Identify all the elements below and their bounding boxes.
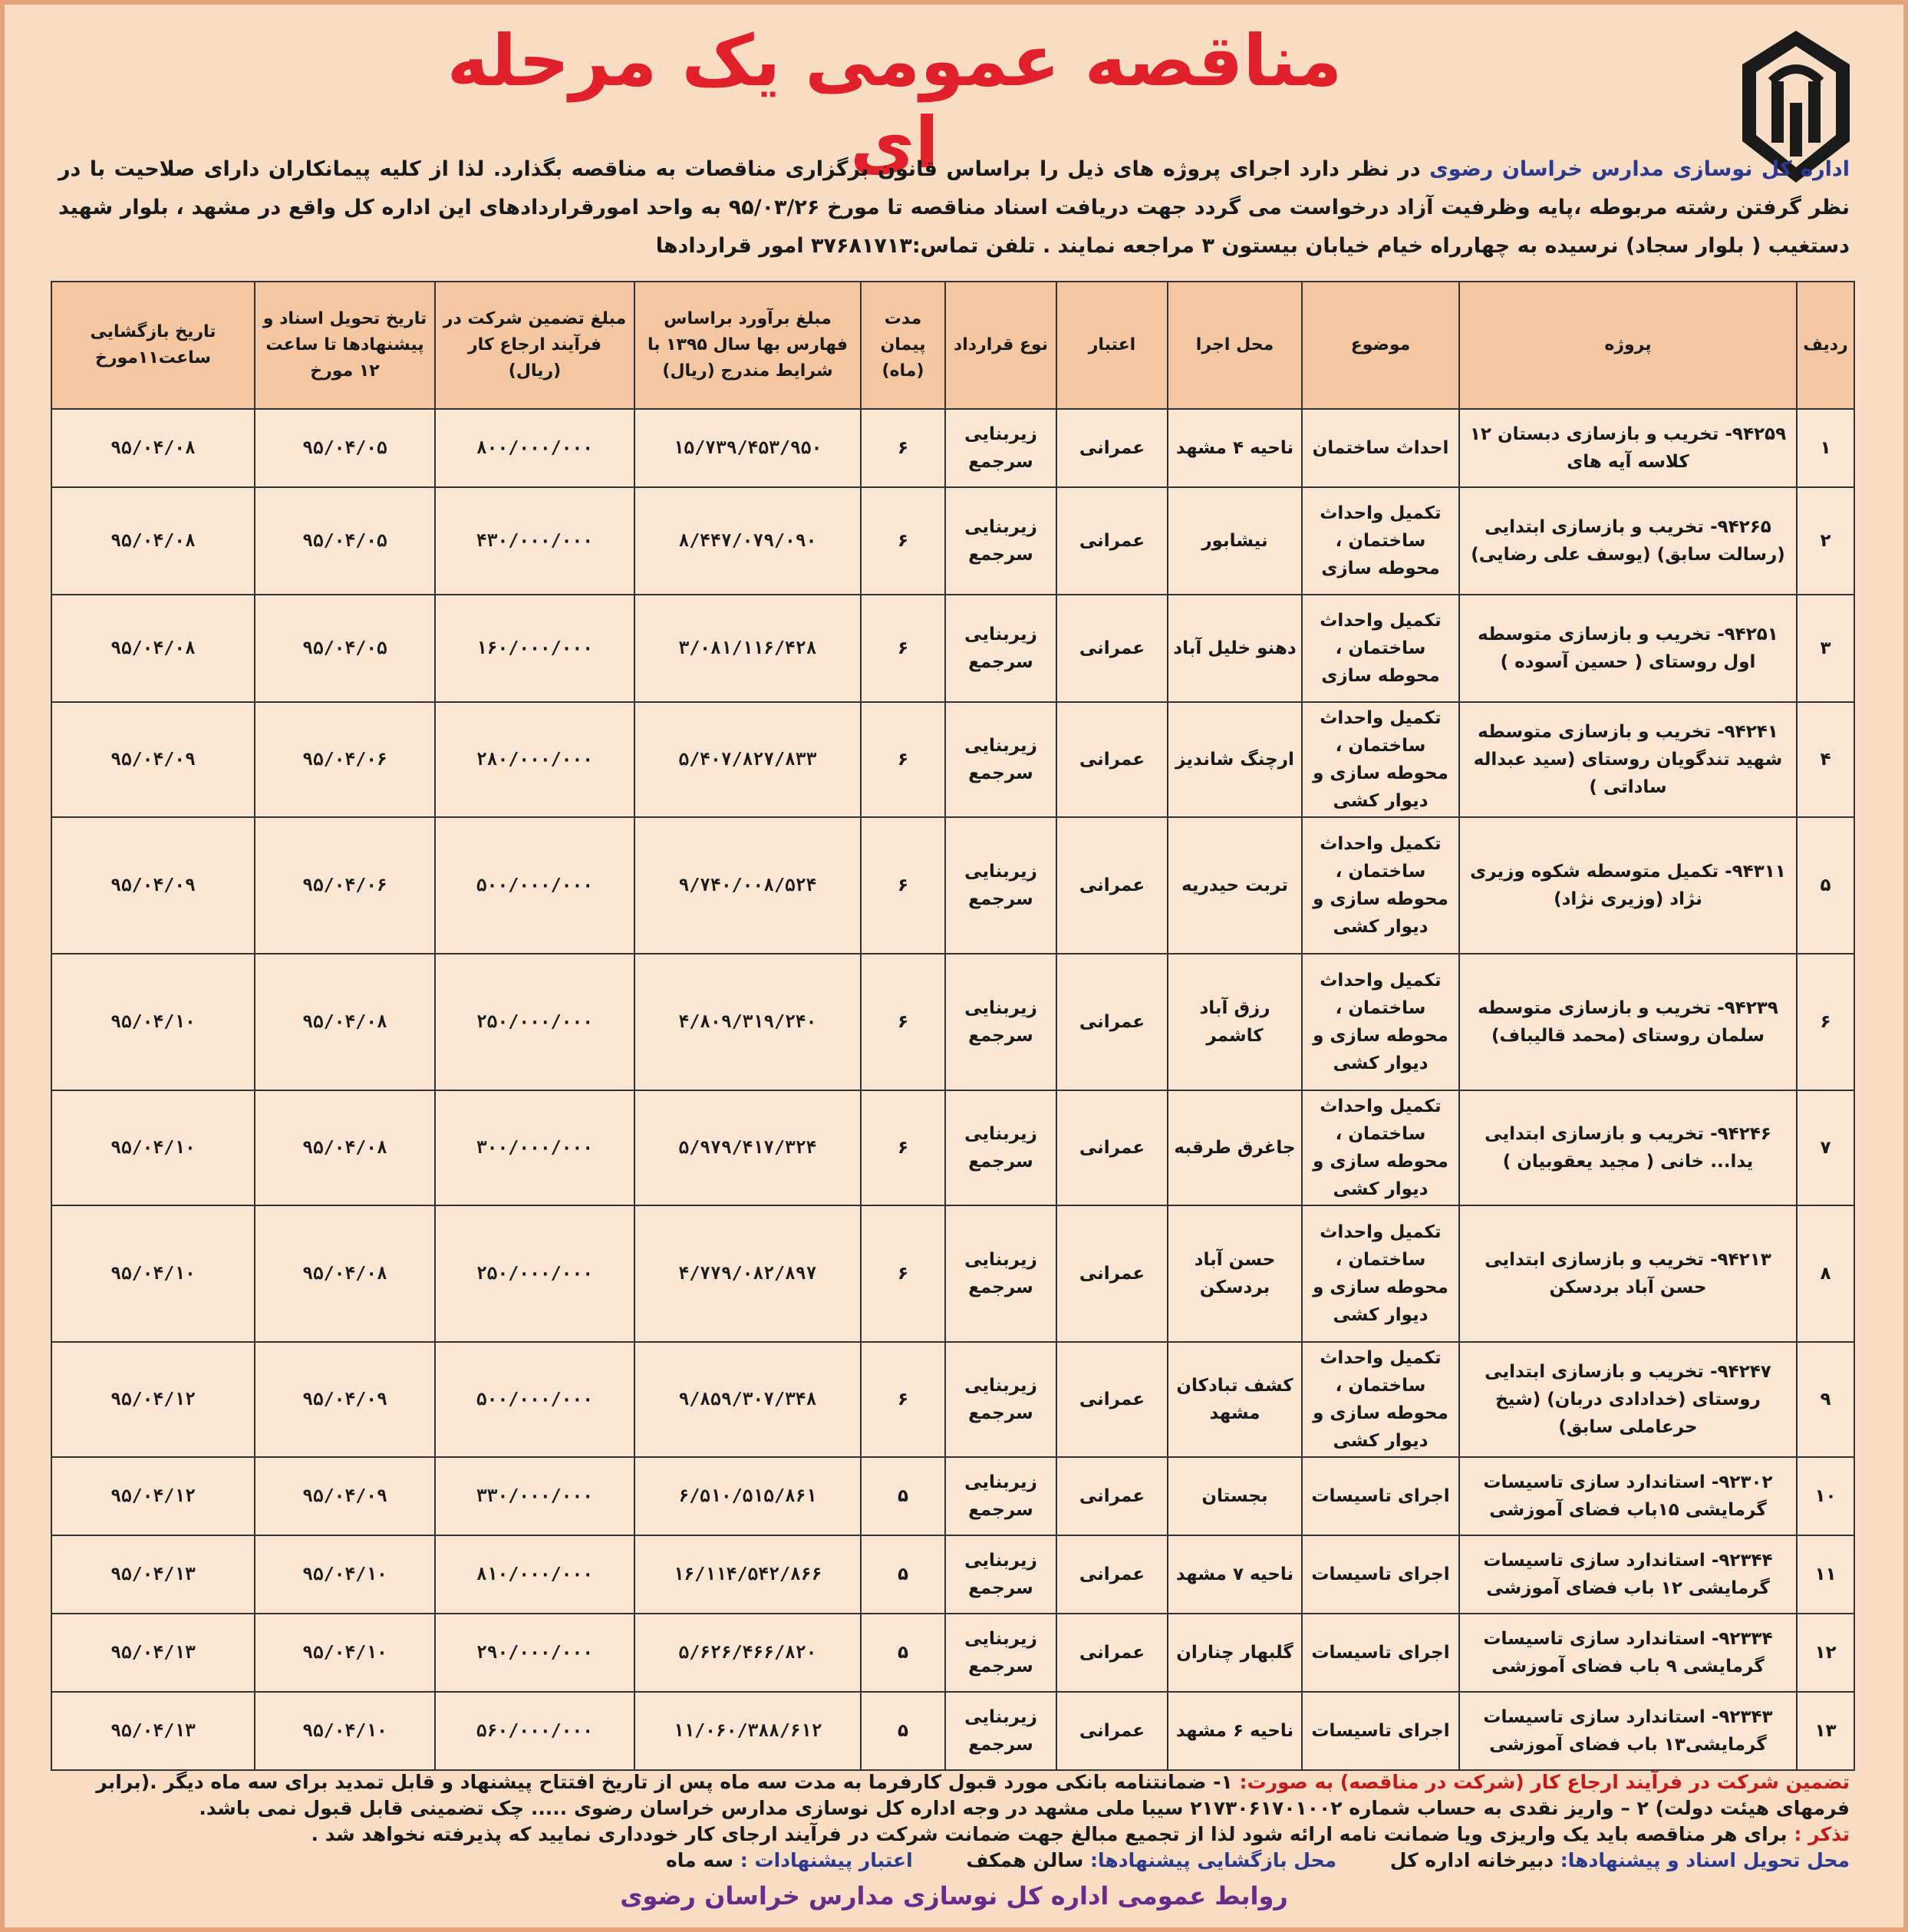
row-number-cell: ۹	[1797, 1342, 1854, 1457]
duration-cell: ۶	[861, 1205, 945, 1342]
credit-cell: عمرانی	[1056, 1205, 1168, 1342]
guarantee-cell: ۵۰۰/۰۰۰/۰۰۰	[435, 1342, 634, 1457]
credit-cell: عمرانی	[1056, 954, 1168, 1090]
project-cell: ۹۴۲۵۹- تخریب و بازسازی دبستان ۱۲ کلاسه آیه های	[1459, 409, 1797, 487]
credit-cell: عمرانی	[1056, 1457, 1168, 1535]
footer-public-relations: روابط عمومی اداره کل نوسازی مدارس خراسان رضوی	[620, 1881, 1288, 1911]
guarantee-cell: ۲۵۰/۰۰۰/۰۰۰	[435, 1205, 634, 1342]
subject-cell: تکمیل واحداث ساختمان ، محوطه سازی و دیوار کشی	[1302, 1205, 1459, 1342]
opening-date-cell: ۹۵/۰۴/۱۲	[51, 1342, 255, 1457]
contract-type-cell: زیربنایی سرجمع	[945, 1614, 1056, 1692]
opening-date-cell: ۹۵/۰۴/۰۸	[51, 595, 255, 702]
table-row	[51, 702, 1854, 817]
row-number-cell: ۱	[1797, 409, 1854, 487]
row-number-cell: ۲	[1797, 487, 1854, 595]
duration-cell: ۵	[861, 1692, 945, 1770]
validity-label: اعتبار پیشنهادات :	[740, 1849, 913, 1871]
contract-type-cell: زیربنایی سرجمع	[945, 1090, 1056, 1205]
estimate-cell: ۵/۹۷۹/۴۱۷/۳۲۴	[634, 1090, 861, 1205]
estimate-cell: ۱۵/۷۳۹/۴۵۳/۹۵۰	[634, 409, 861, 487]
estimate-cell: ۸/۴۴۷/۰۷۹/۰۹۰	[634, 487, 861, 595]
estimate-cell: ۳/۰۸۱/۱۱۶/۴۲۸	[634, 595, 861, 702]
credit-cell: عمرانی	[1056, 487, 1168, 595]
projects-table	[51, 281, 1855, 1771]
credit-cell: عمرانی	[1056, 595, 1168, 702]
guarantee-cell: ۲۸۰/۰۰۰/۰۰۰	[435, 702, 634, 817]
place-cell: رزق آباد کاشمر	[1168, 954, 1302, 1090]
contract-type-cell: زیربنایی سرجمع	[945, 817, 1056, 954]
opening-date-cell: ۹۵/۰۴/۰۹	[51, 817, 255, 954]
subject-cell: تکمیل واحداث ساختمان ، محوطه سازی	[1302, 487, 1459, 595]
delivery-date-cell: ۹۵/۰۴/۰۶	[255, 702, 435, 817]
reminder-note	[58, 1822, 1850, 1848]
opening-label: محل بازگشایی پیشنهادها:	[1090, 1849, 1337, 1871]
duration-cell: ۶	[861, 817, 945, 954]
project-cell: ۹۴۲۶۵- تخریب و بازسازی ابتدایی (رسالت سابق) (یوسف علی رضایی)	[1459, 487, 1797, 595]
header-cell: پروژه	[1459, 282, 1797, 409]
opening-date-cell: ۹۵/۰۴/۰۸	[51, 487, 255, 595]
validity-value: سه ماه	[666, 1849, 734, 1871]
table-header-row	[51, 282, 1854, 409]
header-cell: ردیف	[1797, 282, 1854, 409]
reminder-label: تذکر :	[1794, 1823, 1850, 1845]
organization-name: اداره کل نوسازی مدارس خراسان رضوی	[1429, 157, 1850, 181]
header-cell: موضوع	[1302, 282, 1459, 409]
guarantee-cell: ۸۱۰/۰۰۰/۰۰۰	[435, 1535, 634, 1614]
subject-cell: تکمیل واحداث ساختمان ، محوطه سازی و دیوار کشی	[1302, 1090, 1459, 1205]
credit-cell: عمرانی	[1056, 1090, 1168, 1205]
contract-type-cell: زیربنایی سرجمع	[945, 1457, 1056, 1535]
guarantee-cell: ۵۶۰/۰۰۰/۰۰۰	[435, 1692, 634, 1770]
subject-cell: تکمیل واحداث ساختمان ، محوطه سازی و دیوار کشی	[1302, 817, 1459, 954]
estimate-cell: ۱۱/۰۶۰/۳۸۸/۶۱۲	[634, 1692, 861, 1770]
opening-value: سالن همکف	[966, 1849, 1084, 1871]
subject-cell: تکمیل واحداث ساختمان ، محوطه سازی و دیوار کشی	[1302, 1342, 1459, 1457]
delivery-label: محل تحویل اسناد و پیشنهادها:	[1560, 1849, 1850, 1871]
table-row	[51, 1692, 1854, 1770]
project-cell: ۹۲۳۳۴- استاندارد سازی تاسیسات گرمایشی ۹ باب فضای آموزشی	[1459, 1614, 1797, 1692]
contract-type-cell: زیربنایی سرجمع	[945, 1535, 1056, 1614]
header-cell: محل اجرا	[1168, 282, 1302, 409]
guarantee-cell: ۳۰۰/۰۰۰/۰۰۰	[435, 1090, 634, 1205]
table-row	[51, 954, 1854, 1090]
locations-line	[58, 1848, 1850, 1874]
subject-cell: تکمیل واحداث ساختمان ، محوطه سازی و دیوار کشی	[1302, 702, 1459, 817]
row-number-cell: ۸	[1797, 1205, 1854, 1342]
subject-cell: اجرای تاسیسات	[1302, 1614, 1459, 1692]
table-row	[51, 1342, 1854, 1457]
row-number-cell: ۶	[1797, 954, 1854, 1090]
duration-cell: ۶	[861, 1342, 945, 1457]
delivery-date-cell: ۹۵/۰۴/۰۹	[255, 1342, 435, 1457]
duration-cell: ۶	[861, 954, 945, 1090]
table-row	[51, 487, 1854, 595]
header-cell: مبلغ برآورد براساس فهارس بها سال ۱۳۹۵ با شرایط مندرج (ریال)	[634, 282, 861, 409]
estimate-cell: ۹/۸۵۹/۳۰۷/۳۴۸	[634, 1342, 861, 1457]
opening-date-cell: ۹۵/۰۴/۰۸	[51, 409, 255, 487]
row-number-cell: ۳	[1797, 595, 1854, 702]
delivery-value: دبیرخانه اداره کل	[1389, 1849, 1554, 1871]
duration-cell: ۶	[861, 702, 945, 817]
subject-cell: احداث ساختمان	[1302, 409, 1459, 487]
subject-cell: تکمیل واحداث ساختمان ، محوطه سازی و دیوار کشی	[1302, 954, 1459, 1090]
opening-date-cell: ۹۵/۰۴/۱۰	[51, 1090, 255, 1205]
guarantee-cell: ۲۵۰/۰۰۰/۰۰۰	[435, 954, 634, 1090]
guarantee-text: ۱- ضمانتنامه بانکی مورد قبول کارفرما به مدت سه ماه پس از تاریخ افتتاح پیشنهاد و قابل تمدید برای سه ماه دیگر .(برابر فرمهای هیئت دولت) ۲ – واریز نقدی به حساب شماره ۲۱۷۳۰۶۱۷۰۱۰۰۲ سیبا ملی مشهد در وجه اداره کل نوسازی مدارس خراسان رضوی ..... چک تضمینی قابل قبول نمی باشد.	[96, 1771, 1850, 1819]
delivery-date-cell: ۹۵/۰۴/۰۹	[255, 1457, 435, 1535]
header-cell: مدت پیمان (ماه)	[861, 282, 945, 409]
duration-cell: ۵	[861, 1535, 945, 1614]
credit-cell: عمرانی	[1056, 702, 1168, 817]
header-cell: تاریخ تحویل اسناد و پیشنهادها تا ساعت ۱۲ مورخ	[255, 282, 435, 409]
contract-type-cell: زیربنایی سرجمع	[945, 1342, 1056, 1457]
guarantee-cell: ۸۰۰/۰۰۰/۰۰۰	[435, 409, 634, 487]
duration-cell: ۵	[861, 1614, 945, 1692]
opening-date-cell: ۹۵/۰۴/۱۳	[51, 1692, 255, 1770]
place-cell: ناحیه ۴ مشهد	[1168, 409, 1302, 487]
guarantee-note	[58, 1769, 1850, 1822]
guarantee-cell: ۵۰۰/۰۰۰/۰۰۰	[435, 817, 634, 954]
delivery-date-cell: ۹۵/۰۴/۰۶	[255, 817, 435, 954]
intro-text: در نظر دارد اجرای پروژه های ذیل را براساس قانون برگزاری مناقصات به مناقصه بگذارد. لذا از کلیه پیمانکاران دارای صلاحیت با در نظر گرفتن رشته مربوطه ،پایه وظرفیت آزاد درخواست می گردد جهت دریافت اسناد مناقصه تا مورخ ۹۵/۰۳/۲۶ به واحد امورقراردادهای این اداره کل واقع در مشهد ، بلوار شهید دستغیب ( بلوار سجاد) نرسیده به چهارراه خیام خیابان بیستون ۳ مراجعه نمایند . تلفن تماس:۳۷۶۸۱۷۱۳ امور قراردادها	[58, 157, 1850, 258]
place-cell: ناحیه ۶ مشهد	[1168, 1692, 1302, 1770]
duration-cell: ۶	[861, 595, 945, 702]
place-cell: نیشابور	[1168, 487, 1302, 595]
subject-cell: تکمیل واحداث ساختمان ، محوطه سازی	[1302, 595, 1459, 702]
estimate-cell: ۶/۵۱۰/۵۱۵/۸۶۱	[634, 1457, 861, 1535]
duration-cell: ۶	[861, 487, 945, 595]
delivery-date-cell: ۹۵/۰۴/۰۵	[255, 595, 435, 702]
row-number-cell: ۱۲	[1797, 1614, 1854, 1692]
credit-cell: عمرانی	[1056, 1614, 1168, 1692]
subject-cell: اجرای تاسیسات	[1302, 1535, 1459, 1614]
row-number-cell: ۴	[1797, 702, 1854, 817]
contract-type-cell: زیربنایی سرجمع	[945, 595, 1056, 702]
guarantee-cell: ۱۶۰/۰۰۰/۰۰۰	[435, 595, 634, 702]
project-cell: ۹۲۳۰۲- استاندارد سازی تاسیسات گرمایشی ۱۵باب فضای آموزشی	[1459, 1457, 1797, 1535]
project-cell: ۹۴۳۱۱- تکمیل متوسطه شکوه وزیری نژاد (وزیری نژاد)	[1459, 817, 1797, 954]
duration-cell: ۶	[861, 409, 945, 487]
delivery-date-cell: ۹۵/۰۴/۰۸	[255, 1090, 435, 1205]
delivery-date-cell: ۹۵/۰۴/۱۰	[255, 1692, 435, 1770]
header-cell: نوع قرارداد	[945, 282, 1056, 409]
place-cell: دهنو خلیل آباد	[1168, 595, 1302, 702]
table-row	[51, 1614, 1854, 1692]
delivery-date-cell: ۹۵/۰۴/۱۰	[255, 1614, 435, 1692]
estimate-cell: ۴/۸۰۹/۳۱۹/۲۴۰	[634, 954, 861, 1090]
guarantee-label: تضمین شرکت در فرآیند ارجاع کار (شرکت در مناقصه) به صورت:	[1239, 1771, 1850, 1793]
guarantee-cell: ۲۹۰/۰۰۰/۰۰۰	[435, 1614, 634, 1692]
duration-cell: ۶	[861, 1090, 945, 1205]
table-row	[51, 595, 1854, 702]
row-number-cell: ۵	[1797, 817, 1854, 954]
contract-type-cell: زیربنایی سرجمع	[945, 1692, 1056, 1770]
credit-cell: عمرانی	[1056, 1342, 1168, 1457]
place-cell: حسن آباد بردسکن	[1168, 1205, 1302, 1342]
place-cell: تربت حیدریه	[1168, 817, 1302, 954]
estimate-cell: ۵/۴۰۷/۸۲۷/۸۳۳	[634, 702, 861, 817]
row-number-cell: ۱۰	[1797, 1457, 1854, 1535]
credit-cell: عمرانی	[1056, 1692, 1168, 1770]
opening-date-cell: ۹۵/۰۴/۱۰	[51, 1205, 255, 1342]
delivery-date-cell: ۹۵/۰۴/۰۸	[255, 954, 435, 1090]
guarantee-cell: ۴۳۰/۰۰۰/۰۰۰	[435, 487, 634, 595]
subject-cell: اجرای تاسیسات	[1302, 1457, 1459, 1535]
opening-date-cell: ۹۵/۰۴/۱۳	[51, 1535, 255, 1614]
row-number-cell: ۱۳	[1797, 1692, 1854, 1770]
table-row	[51, 1205, 1854, 1342]
credit-cell: عمرانی	[1056, 409, 1168, 487]
intro-paragraph	[58, 150, 1850, 265]
estimate-cell: ۴/۷۷۹/۰۸۲/۸۹۷	[634, 1205, 861, 1342]
subject-cell: اجرای تاسیسات	[1302, 1692, 1459, 1770]
table-row	[51, 1535, 1854, 1614]
place-cell: گلبهار چناران	[1168, 1614, 1302, 1692]
duration-cell: ۵	[861, 1457, 945, 1535]
table-row	[51, 1090, 1854, 1205]
page-title: مناقصه عمومی یک مرحله ای	[447, 20, 1343, 184]
header-cell: تاریخ بازگشایی ساعت۱۱مورخ	[51, 282, 255, 409]
contract-type-cell: زیربنایی سرجمع	[945, 954, 1056, 1090]
place-cell: ناحیه ۷ مشهد	[1168, 1535, 1302, 1614]
notes-section	[58, 1769, 1850, 1874]
delivery-date-cell: ۹۵/۰۴/۰۵	[255, 487, 435, 595]
row-number-cell: ۱۱	[1797, 1535, 1854, 1614]
reminder-text: برای هر مناقصه باید یک واریزی ویا ضمانت نامه ارائه شود لذا از تجمیع مبالغ جهت ضمانت شرکت در فرآیند ارجای کار خودداری نمایید که پذیرفته نخواهد شد .	[311, 1823, 1788, 1845]
project-cell: ۹۴۲۴۶- تخریب و بازسازی ابتدایی یدا... خانی ( مجید یعقوبیان )	[1459, 1090, 1797, 1205]
project-cell: ۹۴۲۴۷- تخریب و بازسازی ابتدایی روستای (خدادادی دربان) (شیخ حرعاملی سابق)	[1459, 1342, 1797, 1457]
table-row	[51, 409, 1854, 487]
delivery-date-cell: ۹۵/۰۴/۱۰	[255, 1535, 435, 1614]
table-row	[51, 1457, 1854, 1535]
credit-cell: عمرانی	[1056, 1535, 1168, 1614]
estimate-cell: ۱۶/۱۱۴/۵۴۲/۸۶۶	[634, 1535, 861, 1614]
table-row	[51, 817, 1854, 954]
project-cell: ۹۴۲۳۹- تخریب و بازسازی متوسطه سلمان روستای (محمد قالیباف)	[1459, 954, 1797, 1090]
project-cell: ۹۴۲۵۱- تخریب و بازسازی متوسطه اول روستای ( حسین آسوده )	[1459, 595, 1797, 702]
place-cell: کشف تبادکان مشهد	[1168, 1342, 1302, 1457]
opening-date-cell: ۹۵/۰۴/۱۲	[51, 1457, 255, 1535]
header-cell: مبلغ تضمین شرکت در فرآیند ارجاع کار (ریال)	[435, 282, 634, 409]
contract-type-cell: زیربنایی سرجمع	[945, 1205, 1056, 1342]
row-number-cell: ۷	[1797, 1090, 1854, 1205]
opening-date-cell: ۹۵/۰۴/۱۰	[51, 954, 255, 1090]
opening-date-cell: ۹۵/۰۴/۱۳	[51, 1614, 255, 1692]
opening-date-cell: ۹۵/۰۴/۰۹	[51, 702, 255, 817]
contract-type-cell: زیربنایی سرجمع	[945, 409, 1056, 487]
estimate-cell: ۵/۶۲۶/۴۶۶/۸۲۰	[634, 1614, 861, 1692]
place-cell: ارچنگ شاندیز	[1168, 702, 1302, 817]
project-cell: ۹۴۲۱۳- تخریب و بازسازی ابتدایی حسن آباد بردسکن	[1459, 1205, 1797, 1342]
credit-cell: عمرانی	[1056, 817, 1168, 954]
estimate-cell: ۹/۷۴۰/۰۰۸/۵۲۴	[634, 817, 861, 954]
project-cell: ۹۲۳۴۴- استاندارد سازی تاسیسات گرمایشی ۱۲ باب فضای آموزشی	[1459, 1535, 1797, 1614]
guarantee-cell: ۳۳۰/۰۰۰/۰۰۰	[435, 1457, 634, 1535]
delivery-date-cell: ۹۵/۰۴/۰۸	[255, 1205, 435, 1342]
delivery-date-cell: ۹۵/۰۴/۰۵	[255, 409, 435, 487]
project-cell: ۹۴۲۴۱- تخریب و بازسازی متوسطه شهید تندگویان روستای (سید عبداله ساداتی )	[1459, 702, 1797, 817]
place-cell: جاغرق طرقبه	[1168, 1090, 1302, 1205]
contract-type-cell: زیربنایی سرجمع	[945, 487, 1056, 595]
project-cell: ۹۲۳۴۳- استاندارد سازی تاسیسات گرمایشی۱۳ باب فضای آموزشی	[1459, 1692, 1797, 1770]
place-cell: بجستان	[1168, 1457, 1302, 1535]
header-cell: اعتبار	[1056, 282, 1168, 409]
contract-type-cell: زیربنایی سرجمع	[945, 702, 1056, 817]
